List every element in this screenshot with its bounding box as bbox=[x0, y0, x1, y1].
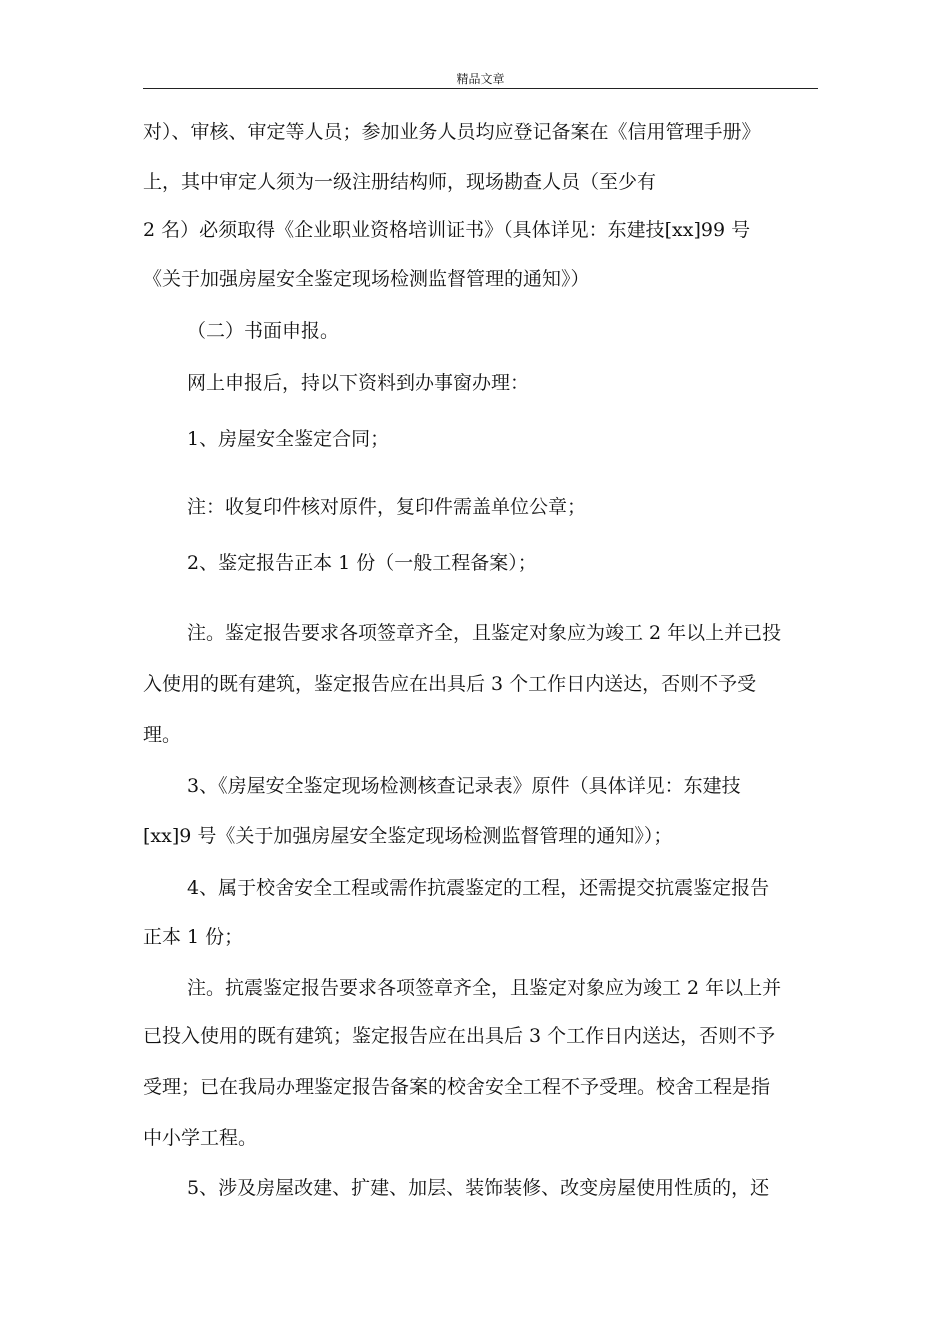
body-line: 已投入使用的既有建筑；鉴定报告应在出具后 3 个工作日内送达，否则不予 bbox=[143, 1025, 776, 1047]
section-heading: （二）书面申报。 bbox=[187, 320, 340, 342]
body-line: [xx]9 号《关于加强房屋安全鉴定现场检测监督管理的通知》）； bbox=[143, 825, 673, 847]
list-item: 1、房屋安全鉴定合同； bbox=[187, 428, 390, 450]
body-line: 网上申报后，持以下资料到办事窗办理： bbox=[187, 372, 530, 394]
page-header: 精品文章 bbox=[143, 72, 818, 89]
list-item: 3、《房屋安全鉴定现场检测核查记录表》原件（具体详见：东建技 bbox=[187, 775, 741, 797]
body-line: 正本 1 份； bbox=[143, 926, 244, 948]
body-line: 《关于加强房屋安全鉴定现场检测监督管理的通知》） bbox=[143, 268, 590, 290]
list-item: 4、属于校舍安全工程或需作抗震鉴定的工程，还需提交抗震鉴定报告 bbox=[187, 877, 770, 899]
list-item: 2、鉴定报告正本 1 份（一般工程备案）； bbox=[187, 552, 537, 574]
body-line: 上，其中审定人须为一级注册结构师，现场勘查人员（至少有 bbox=[143, 171, 657, 193]
note-line: 注。鉴定报告要求各项签章齐全，且鉴定对象应为竣工 2 年以上并已投 bbox=[187, 622, 782, 644]
note-line: 注。抗震鉴定报告要求各项签章齐全，且鉴定对象应为竣工 2 年以上并 bbox=[187, 977, 782, 999]
body-line: 入使用的既有建筑，鉴定报告应在出具后 3 个工作日内送达，否则不予受 bbox=[143, 673, 757, 695]
body-line: 对）、审核、审定等人员；参加业务人员均应登记备案在《信用管理手册》 bbox=[143, 121, 761, 143]
note-line: 注：收复印件核对原件，复印件需盖单位公章； bbox=[187, 496, 587, 518]
body-line: 受理；已在我局办理鉴定报告备案的校舍安全工程不予受理。校舍工程是指 bbox=[143, 1076, 771, 1098]
body-line: 理。 bbox=[143, 724, 182, 746]
body-line: 2 名）必须取得《企业职业资格培训证书》（具体详见：东建技[xx]99 号 bbox=[143, 219, 751, 241]
body-line: 中小学工程。 bbox=[143, 1127, 258, 1149]
list-item: 5、涉及房屋改建、扩建、加层、装饰装修、改变房屋使用性质的，还 bbox=[187, 1177, 770, 1199]
